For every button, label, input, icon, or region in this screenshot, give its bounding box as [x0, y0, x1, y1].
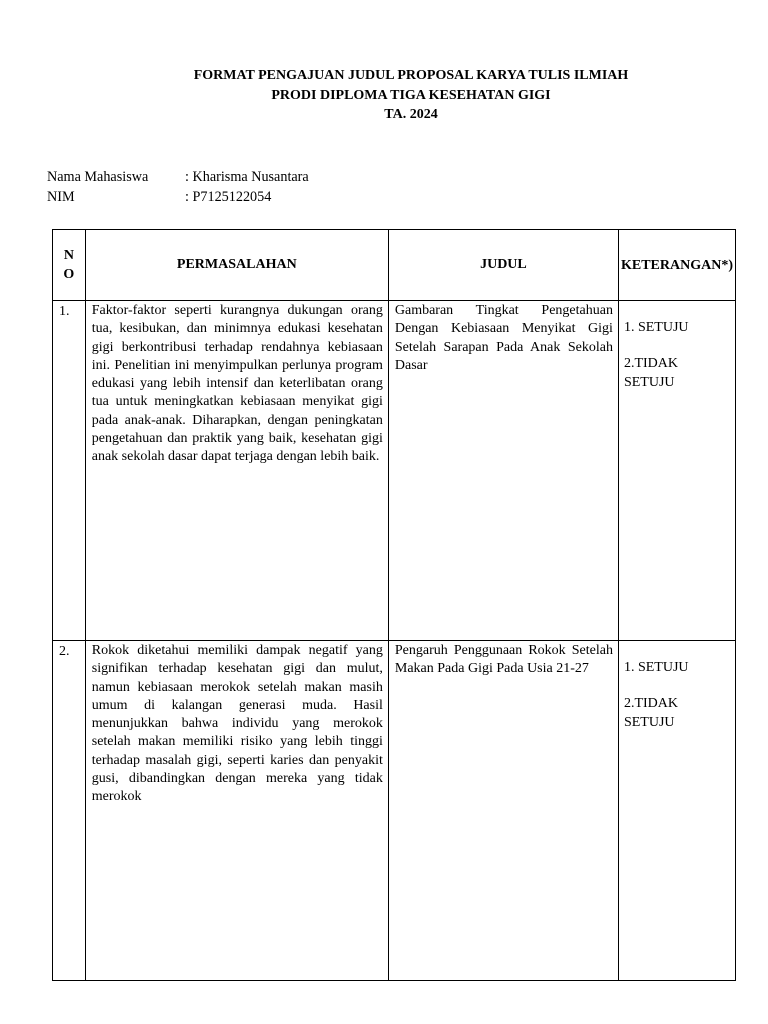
title-line-1: FORMAT PENGAJUAN JUDUL PROPOSAL KARYA TULIS ILMIAH [193, 68, 629, 83]
row-permasalahan: Rokok diketahui memiliki dampak negatif yang signifikan terhadap kesehatan gigi dan mulut, namun kebiasaan merokok setelah makan masih umum di kalangan generasi muda. Hasil menunjukkan bahwa individu yang merokok setelah makan memiliki risiko yang lebih tinggi terhadap masalah gigi, seperti karies dan penyakit gusi, dibandingkan dengan mereka yang tidak merokok [85, 641, 388, 981]
option-setuju: 1. SETUJU [623, 320, 689, 335]
student-nim-row [47, 188, 309, 208]
header-judul: JUDUL [388, 230, 618, 301]
student-info [47, 168, 309, 207]
header-permasalahan: PERMASALAHAN [85, 230, 388, 301]
row-number: 1. [53, 301, 86, 641]
student-name-row [47, 168, 309, 188]
header-keterangan: KETERANGAN*) [618, 230, 735, 301]
option-tidak-setuju: 2.TIDAK SETUJU [623, 356, 678, 390]
student-nim-value: : P7125122054 [185, 188, 272, 205]
student-nim-label: NIM [47, 188, 75, 205]
row-keterangan [618, 301, 735, 641]
student-name-value: : Kharisma Nusantara [185, 169, 309, 185]
proposal-table [52, 229, 736, 981]
title-line-2: PRODI DIPLOMA TIGA KESEHATAN GIGI [271, 87, 551, 103]
row-judul: Pengaruh Penggunaan Rokok Setelah Makan Pada Gigi Pada Usia 21-27 [388, 641, 618, 981]
row-number: 2. [53, 641, 86, 981]
title-line-3: TA. 2024 [384, 107, 438, 122]
option-setuju: 1. SETUJU [623, 660, 689, 675]
table-row [53, 641, 736, 981]
table-header-row [53, 230, 736, 301]
header-no: N O [53, 230, 86, 301]
row-keterangan [618, 641, 735, 981]
row-permasalahan: Faktor-faktor seperti kurangnya dukungan orang tua, kesibukan, dan minimnya edukasi kesehatan gigi berkontribusi terhadap rendahnya kebiasaan ini. Penelitian ini menyimpulkan perlunya program edukasi yang lebih intensif dan keterlibatan orang tua untuk meningkatkan kebiasaan menyikat gigi pada anak-anak. Diharapkan, dengan peningkatan pengetahuan dan praktik yang baik, kesehatan gigi anak sekolah dasar dapat terjaga dengan lebih baik. [85, 301, 388, 641]
row-judul: Gambaran Tingkat Pengetahuan Dengan Kebiasaan Menyikat Gigi Setelah Sarapan Pada Anak Sekolah Dasar [388, 301, 618, 641]
table-row [53, 301, 736, 641]
student-name-label: Nama Mahasiswa [47, 169, 149, 185]
document-title [0, 66, 768, 125]
option-tidak-setuju: 2.TIDAK SETUJU [623, 696, 678, 730]
